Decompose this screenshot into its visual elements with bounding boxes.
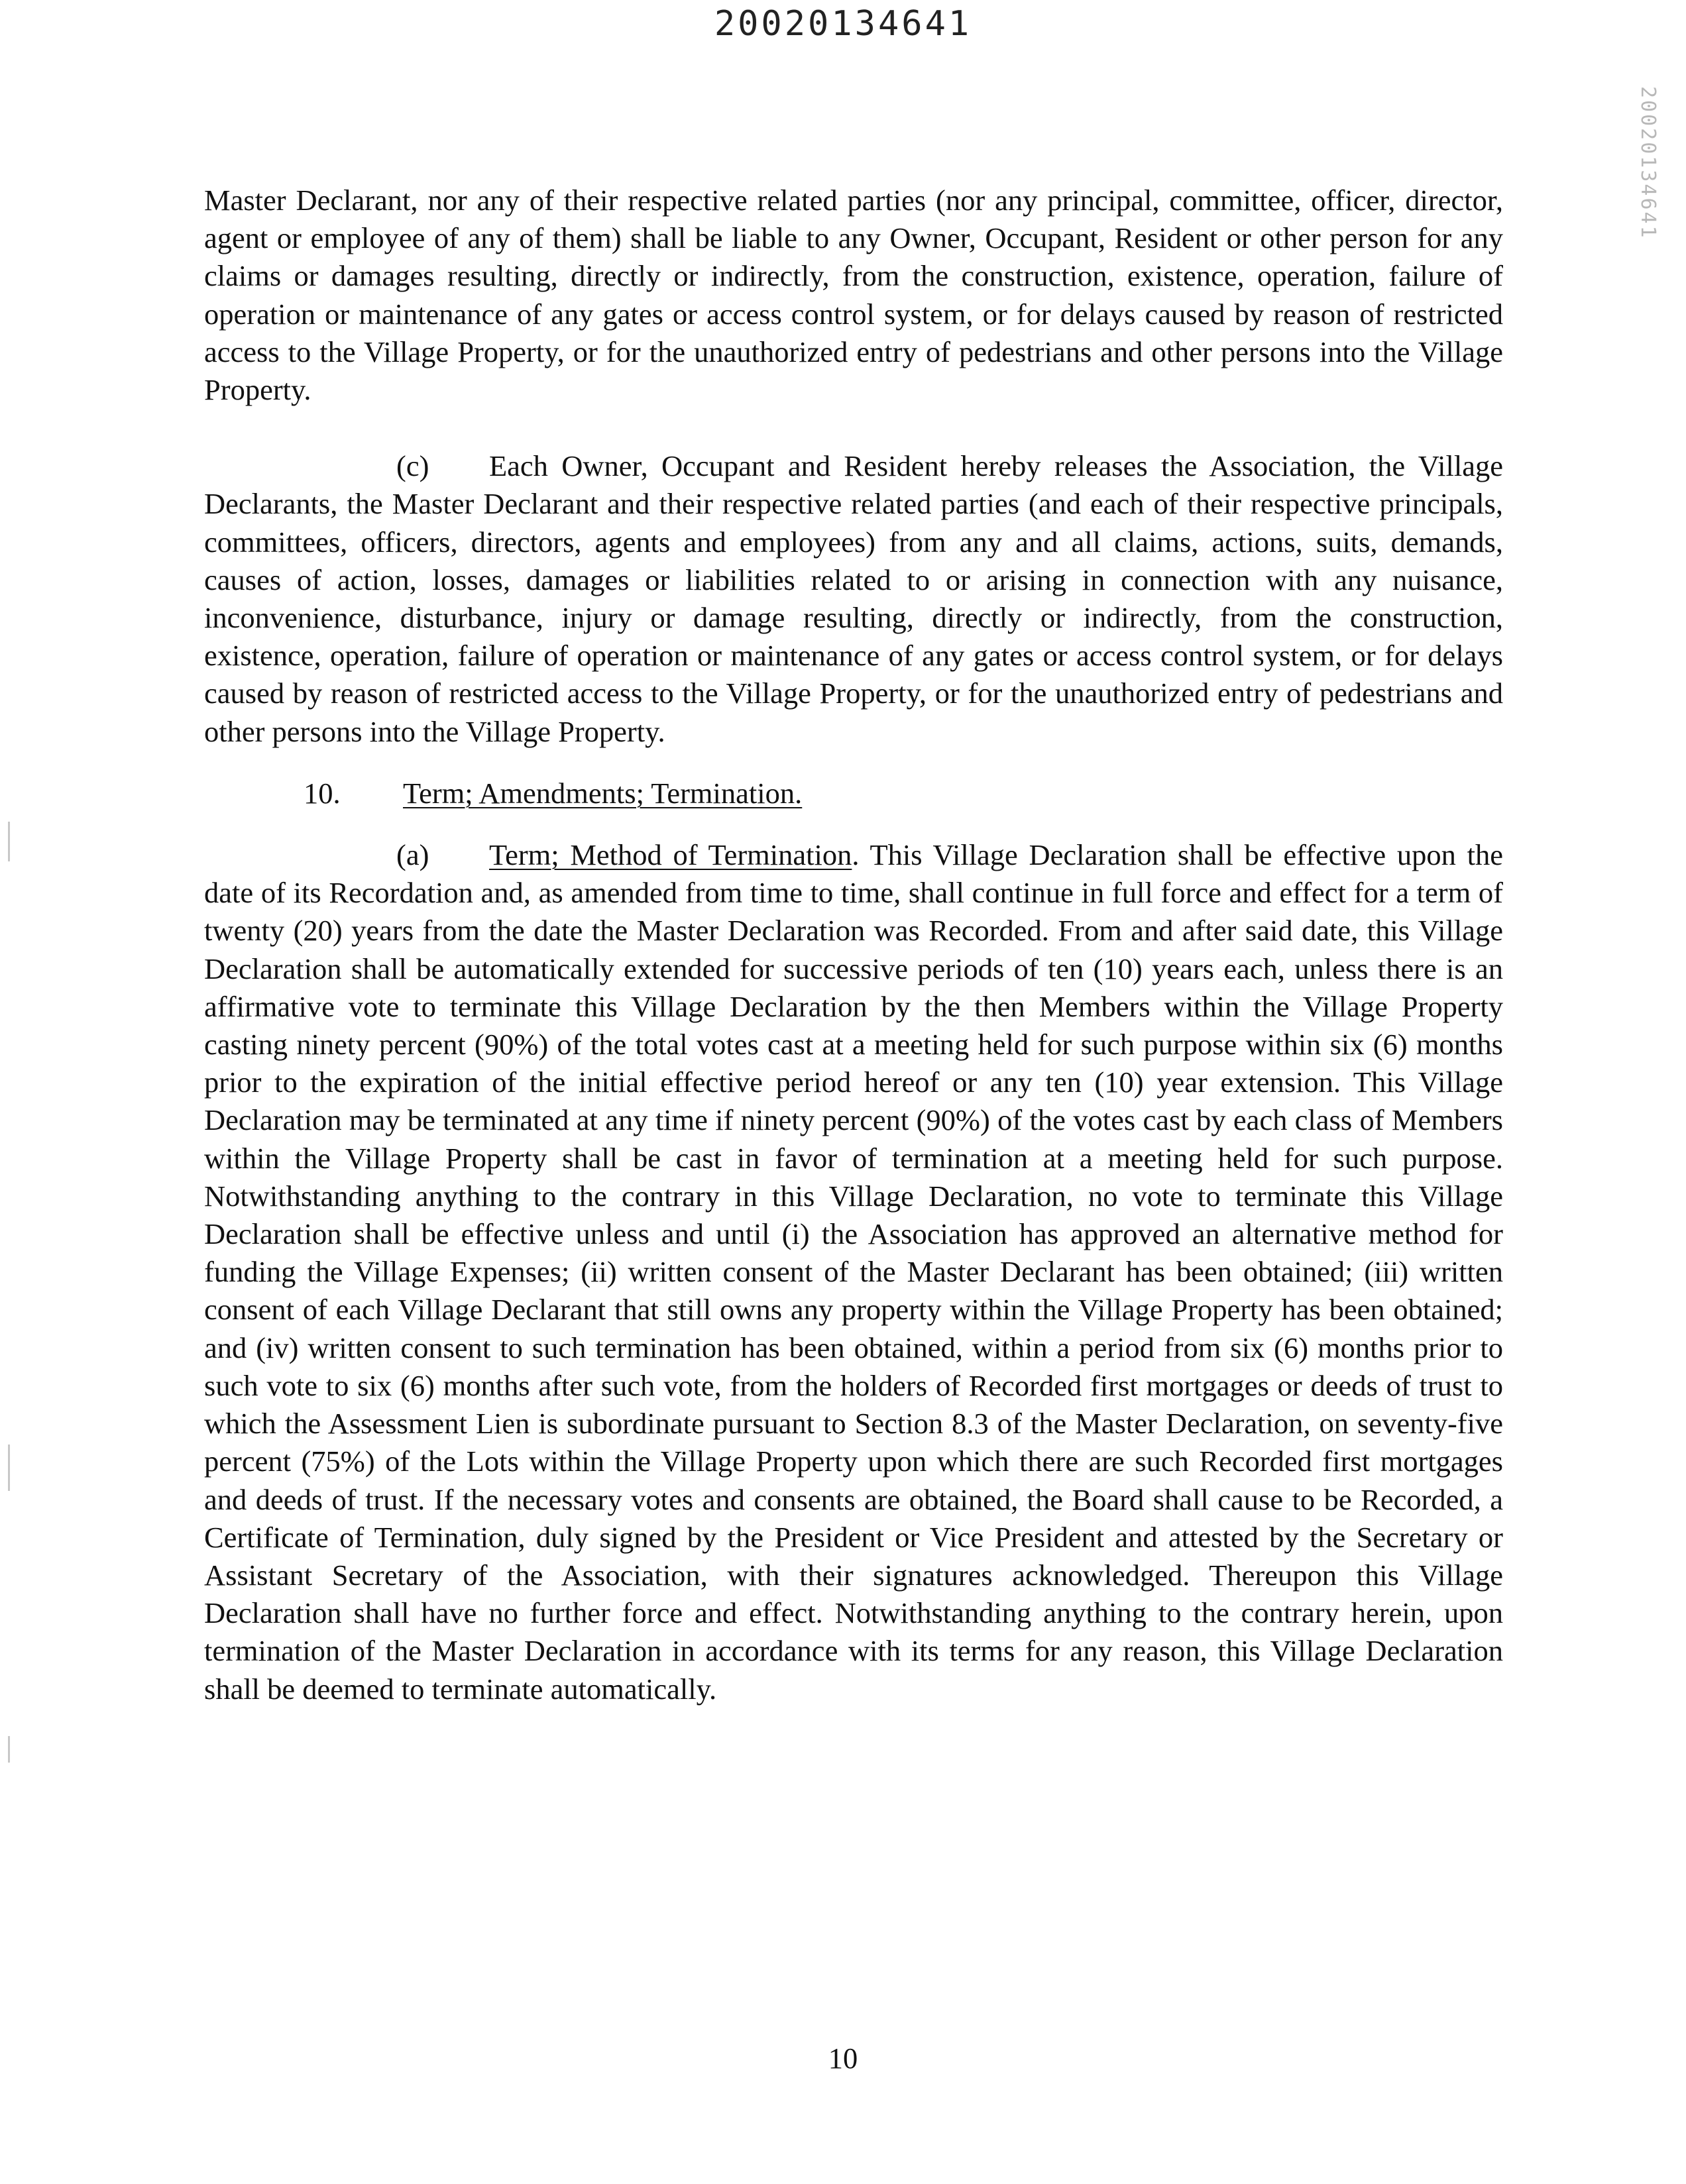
document-body (204, 182, 1503, 1708)
scan-mark (8, 1445, 10, 1491)
paragraph-a-label: (a) (396, 838, 429, 872)
paragraph-a-heading: Term; Method of Termination (489, 838, 852, 872)
section-10-number: 10. (304, 776, 341, 810)
page-number: 10 (828, 2042, 858, 2075)
paragraph-c (204, 447, 1503, 751)
scan-mark (8, 1736, 10, 1763)
scan-mark (8, 822, 10, 861)
section-10-heading (204, 775, 1503, 812)
section-10-title: Term; Amendments; Termination. (403, 776, 803, 810)
paragraph-a-text: This Village Declaration shall be effective upon the date of its Recordation and, as amended from time to time, shall continue in full force and effect for a term of twenty (20) years from the date the Master Declaration was Recorded. From and after said date, this Village Declaration shall be automatically extended for successive periods of ten (10) years each, unless there is an affirmative vote to terminate this Village Declaration by the then Members within the Village Property casting ninety percent (90%) of the total votes cast at a meeting held for such purpose within six (6) months prior to the expiration of the initial effective period hereof or any ten (10) year extension. This Village Declaration may be terminated at any time if ninety percent (90%) of the votes cast by each class of Members within the Village Property shall be cast in favor of termination at a meeting held for such purpose. Notwithstanding anything to the contrary in this Village Declaration, no vote to terminate this Village Declaration shall be effective unless and until (i) the Association has approved an alternative method for funding the Village Expenses; (ii) written consent of the Master Declarant has been obtained; (iii) written consent of each Village Declarant that still owns any property within the Village Property has been obtained; and (iv) written consent to such termination has been obtained, within a period from six (6) months prior to such vote to six (6) months after such vote, from the holders of Recorded first mortgages or deeds of trust to which the Assessment Lien is subordinate pursuant to Section 8.3 of the Master Declaration, on seventy-five percent (75%) of the Lots within the Village Property upon which there are such Recorded first mortgages and deeds of trust. If the necessary votes and consents are obtained, the Board shall cause to be Recorded, a Certificate of Termination, duly signed by the President or Vice President and attested by the Secretary or Assistant Secretary of the Association, with their signatures acknowledged. Thereupon this Village Declaration shall have no further force and effect. Notwithstanding anything to the contrary herein, upon termination of the Master Declaration in accordance with its terms for any reason, this Village Declaration shall be deemed to terminate automatically. (204, 838, 1503, 1706)
continuation-paragraph: Master Declarant, nor any of their respective related parties (nor any principal, committee, officer, director, agent or employee of any of them) shall be liable to any Owner, Occupant, Resident or other person for any claims or damages resulting, directly or indirectly, from the construction, existence, operation, failure of operation or maintenance of any gates or access control system, or for delays caused by reason of restricted access to the Village Property, or for the unauthorized entry of pedestrians and other persons into the Village Property. (204, 184, 1503, 407)
paragraph-c-text: Each Owner, Occupant and Resident hereby releases the Association, the Village Declarants, the Master Declarant and their respective related parties (and each of their respective principals, committees, officers, directors, agents and employees) from any and all claims, actions, suits, demands, causes of action, losses, damages or liabilities related to or arising in connection with any nuisance, inconvenience, disturbance, injury or damage resulting, directly or indirectly, from the construction, existence, operation, failure of operation or maintenance of any gates or access control system, or for delays caused by reason of restricted access to the Village Property, or for the unauthorized entry of pedestrians and other persons into the Village Property. (204, 449, 1503, 748)
document-number: 20020134641 (714, 4, 972, 44)
paragraph-c-label: (c) (396, 449, 429, 483)
margin-stamp: 20020134641 (1636, 86, 1659, 240)
paragraph-a: (a) Term; Method of Termination. This Village Declaration shall be effective upon the date of its Recordation and, as amended from time to time, shall continue in full force and effect for a term of twenty (20) years from the date the Master Declaration was Recorded. From and after said date, this Village Declaration shall be automatically extended for successive periods of ten (10) years each, unless there is an affirmative vote to terminate this Village Declaration by the then Members within the Village Property casting ninety percent (90%) of the total votes cast at a meeting held for such purpose within six (6) months prior to the expiration of the initial effective period hereof or any ten (10) year extension. This Village Declaration may be terminated at any time if ninety percent (90%) of the votes cast by each class of Members within the Village Property shall be cast in favor of termination at a meeting held for such purpose. Notwithstanding anything to the contrary in this Village Declaration, no vote to terminate this Village Declaration shall be effective unless and until (i) the Association has approved an alternative method for funding the Village Expenses; (ii) written consent of the Master Declarant has been obtained; (iii) written consent of each Village Declarant that still owns any property within the Village Property has been obtained; and (iv) written consent to such termination has been obtained, within a period from six (6) months prior to such vote to six (6) months after such vote, from the holders of Recorded first mortgages or deeds of trust to which the Assessment Lien is subordinate pursuant to Section 8.3 of the Master Declaration, on seventy-five percent (75%) of the Lots within the Village Property upon which there are such Recorded first mortgages and deeds of trust. If the necessary votes and consents are obtained, the Board shall cause to be Recorded, a Certificate of Termination, duly signed by the President or Vice President and attested by the Secretary or Assistant Secretary of the Association, with their signatures acknowledged. Thereupon this Village Declaration shall have no further force and effect. Notwithstanding anything to the contrary herein, upon termination of the Master Declaration in accordance with its terms for any reason, this Village Declaration shall be deemed to terminate automatically. (204, 836, 1503, 1708)
